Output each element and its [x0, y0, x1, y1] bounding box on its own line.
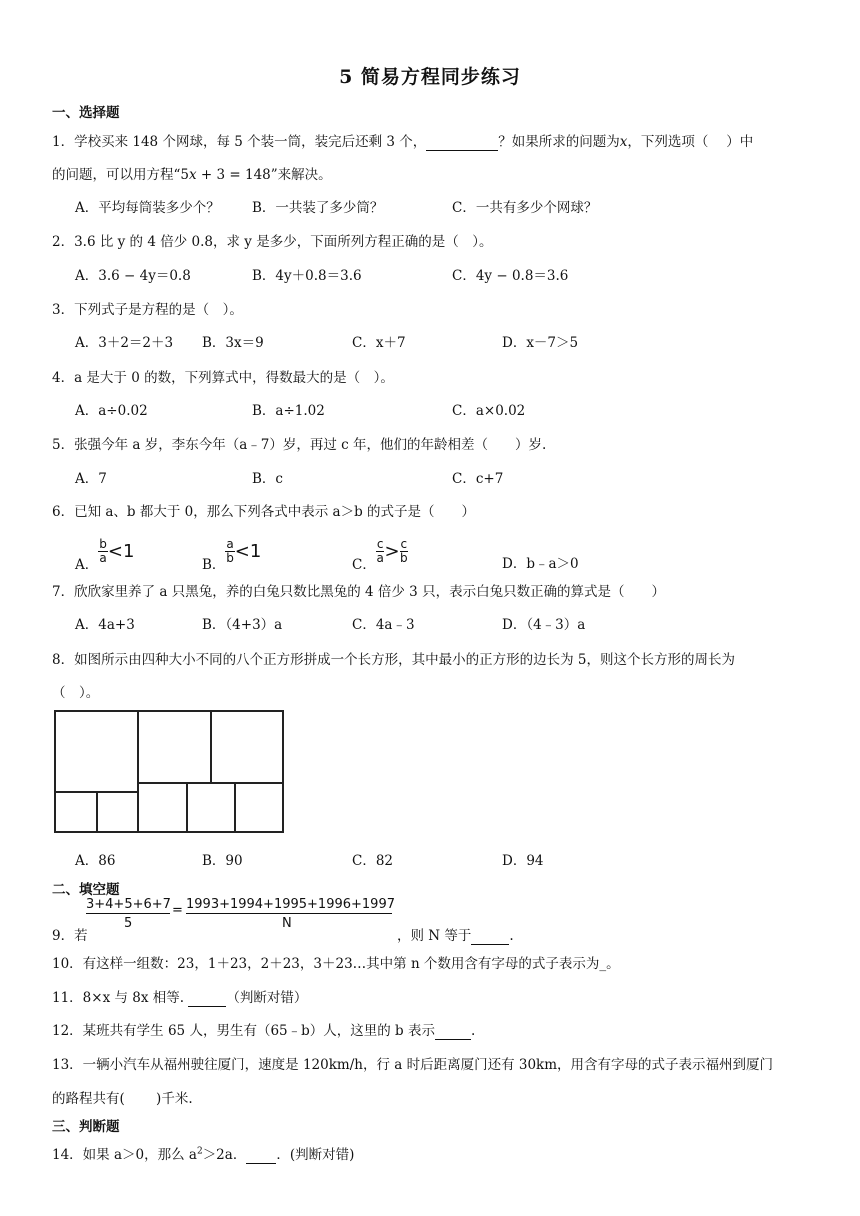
option-d: D．x－7＞5: [502, 335, 579, 351]
option-c: C．4a﹣3: [352, 617, 415, 633]
question-2-text: 2．3.6 比 y 的 4 倍少 0.8，求 y 是多少，下面所列方程正确的是（ ）。: [52, 234, 493, 250]
question-12-end: .: [470, 1023, 476, 1039]
numerator: b: [99, 537, 107, 551]
question-7-options: [75, 613, 835, 633]
question-9-end: .: [509, 928, 514, 944]
question-5-options: [75, 467, 835, 487]
option-d: D．94: [502, 853, 544, 869]
denominator-right: N: [282, 916, 292, 931]
option-a: A．a÷0.02: [75, 403, 148, 419]
question-13-line-1: 13．一辆小汽车从福州驶往厦门，速度是 120km/h，行 a 时后距离厦门还有 30km，用含有字母的式子表示福州到厦门: [52, 1057, 774, 1073]
option-b: [202, 537, 262, 573]
question-12-main: 12．某班共有学生 65 人，男生有（65﹣b）人，这里的 b 表示: [52, 1023, 435, 1039]
option-d: D．b﹣a＞0: [502, 556, 579, 572]
question-1-line-1: [52, 130, 753, 151]
squares-rectangle-figure: [54, 710, 286, 836]
question-14-text: [52, 1143, 354, 1164]
question-14-main: 14．如果 a＞0，那么 a: [52, 1147, 197, 1163]
option-a: A．4a+3: [75, 617, 135, 633]
option-a: A．7: [75, 471, 107, 487]
question-8-line-1: 8．如图所示由四种大小不同的八个正方形拼成一个长方形，其中最小的正方形的边长为 5，则这个长方形的周长为: [52, 652, 735, 668]
question-11-note: （判断对错）: [226, 990, 308, 1006]
question-11-text: [52, 986, 307, 1007]
question-9-suffix: [397, 924, 514, 945]
option-c: C．4y − 0.8＝3.6: [452, 268, 569, 284]
answer-blank: [471, 928, 509, 945]
option-a-label: A．: [75, 557, 99, 573]
fraction-a-over-b: [225, 538, 234, 565]
question-3-text: 3．下列式子是方程的是（ ）。: [52, 302, 243, 318]
option-a: A．3.6 − 4y＝0.8: [75, 268, 191, 284]
fraction-bar-right: [186, 913, 392, 914]
option-b: B．a÷1.02: [252, 403, 325, 419]
outer-rectangle: [55, 711, 283, 832]
numerator-left: 3+4+5+6+7: [86, 897, 171, 912]
option-a: A．86: [75, 853, 116, 869]
question-10-text: 10．有这样一组数：23，1＋23，2＋23，3＋23…其中第 n 个数用含有字母的式子表示为_。: [52, 956, 620, 972]
question-8-options: [75, 849, 835, 869]
question-2-options: [75, 264, 835, 284]
option-d: D．（4﹣3）a: [502, 617, 586, 633]
question-12-text: [52, 1019, 475, 1040]
question-6-options: [75, 530, 835, 573]
option-b: B．（4+3）a: [202, 617, 283, 633]
option-c: C．c+7: [452, 471, 504, 487]
question-1-options: [75, 196, 835, 216]
question-5-text: 5．张强今年 a 岁，李东今年（a﹣7）岁，再过 c 年，他们的年龄相差（ ）岁.: [52, 437, 547, 453]
numerator: c: [400, 537, 408, 551]
option-c: [352, 537, 408, 573]
option-b: B．c: [252, 471, 283, 487]
numerator-right: 1993+1994+1995+1996+1997: [186, 897, 395, 912]
question-1-line-2: 的问题，可以用方程“5𝑥 + 3 = 148”来解决。: [52, 167, 332, 183]
equals-sign: =: [172, 903, 183, 918]
relation: <1: [234, 541, 262, 562]
option-c: C．82: [352, 853, 394, 869]
question-6-text: 6．已知 a、b 都大于 0，那么下列各式中表示 a＞b 的式子是（ ）: [52, 504, 476, 520]
section-heading-judgment: 三、判断题: [52, 1119, 120, 1135]
question-3-options: [75, 331, 835, 351]
option-b: B．90: [202, 853, 243, 869]
question-1-text-b: ？如果所求的问题为𝑥，下列选项（ ）中: [498, 134, 754, 150]
fraction-bar-left: [86, 913, 170, 914]
question-14-inequality: ＞2a．: [202, 1147, 247, 1163]
answer-blank: [188, 990, 226, 1007]
page-title: 5 简易方程同步练习: [339, 66, 521, 88]
answer-blank: [246, 1147, 276, 1164]
question-13-line-2: 的路程共有( )千米.: [52, 1091, 193, 1107]
denominator: a: [99, 551, 107, 565]
relation: >: [384, 541, 400, 562]
denominator: b: [400, 551, 408, 565]
denominator: a: [376, 551, 384, 565]
option-b: B．一共装了多少筒？: [252, 200, 384, 216]
numerator: c: [376, 537, 384, 551]
option-c-label: C．: [352, 557, 376, 573]
denominator: b: [226, 551, 234, 565]
relation: <1: [107, 541, 135, 562]
option-b: B．4y＋0.8＝3.6: [252, 268, 362, 284]
question-8-line-2: （ ）。: [52, 685, 100, 701]
option-c: C．x＋7: [352, 335, 406, 351]
option-c: C．a×0.02: [452, 403, 526, 419]
option-a: A．3＋2＝2＋3: [75, 335, 174, 351]
option-b: B．3x＝9: [202, 335, 264, 351]
option-a: A．平均每筒装多少个？: [75, 200, 220, 216]
question-4-text: 4．a 是大于 0 的数，下列算式中，得数最大的是（ ）。: [52, 370, 394, 386]
section-heading-choice: 一、选择题: [52, 105, 120, 121]
question-9-suffix-text: ，则 N 等于: [397, 928, 472, 944]
exponent: 2: [196, 1146, 203, 1157]
answer-blank: [435, 1023, 471, 1040]
answer-blank: [426, 134, 498, 151]
question-9-prefix: 9．若: [52, 928, 88, 944]
section-heading-fill-in: 二、填空题: [52, 882, 120, 898]
option-a: [75, 537, 135, 573]
question-11-main: 11．8×x 与 8x 相等.: [52, 990, 189, 1006]
fraction-c-over-b: [400, 538, 409, 565]
question-1-text-a: 1．学校买来 148 个网球，每 5 个装一筒，装完后还剩 3 个，: [52, 134, 427, 150]
fraction-b-over-a: [98, 538, 108, 565]
numerator: a: [226, 537, 234, 551]
denominator-left: 5: [124, 916, 133, 931]
option-c: C．一共有多少个网球？: [452, 200, 598, 216]
question-14-note: ．(判断对错): [276, 1147, 355, 1163]
question-4-options: [75, 399, 835, 419]
question-7-text: 7．欣欣家里养了 a 只黑兔，养的白兔只数比黑兔的 4 倍少 3 只，表示白兔只数正确的算式是（ ）: [52, 584, 666, 600]
option-b-label: B．: [202, 557, 226, 573]
